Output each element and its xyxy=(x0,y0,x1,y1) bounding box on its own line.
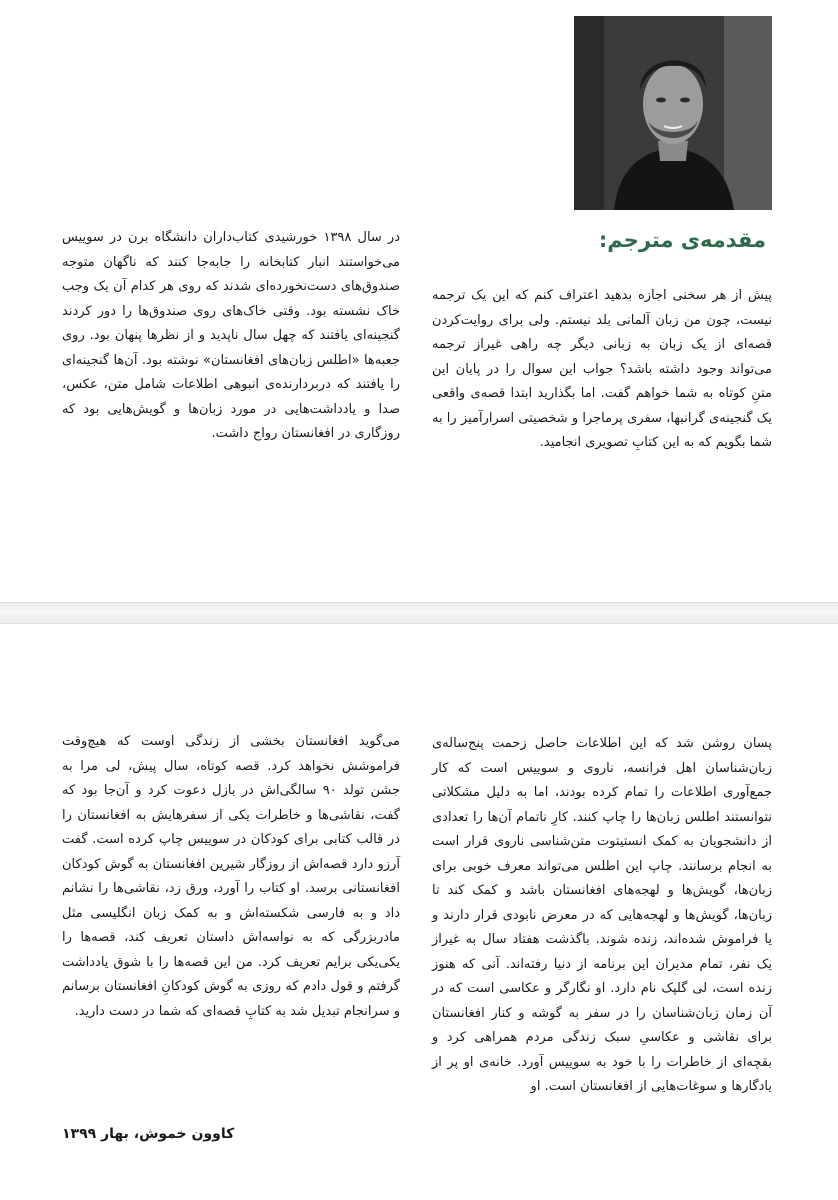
page-title: مقدمه‌ی مترجم: xyxy=(598,228,766,252)
translator-signature: کاوون خموش، بهار ۱۳۹۹ xyxy=(62,1126,235,1142)
body-paragraph-left: می‌گوید افغانستان بخشی از زندگی اوست که هیچ‌وقت فراموشش نخواهد کرد. قصه کوتاه، سال پیش، لی مرا به جشن تولد ۹۰ سالگی‌اش در بازل دعوت کرد و آن‌جا بود که گفت، نقاشی‌ها و خاطرات یکی از سفرهایش به افغانستان را در قالب کتابی برای کودکان در سوییس چاپ کرده است. گفت آرزو دارد قصه‌اش از روزگار شیرین افغانستان به گوش کودکان افغانستانی برسد. او کتاب را آورد، ورق زد، نقاشی‌ها را نشانم داد و به فارسی شکسته‌اش و به کمک زبان انگلیسی مثل مادربزرگی که به نواسه‌اش داستان تعریف کند، قصه‌ها را یکی‌یکی برایم تعریف کرد. من این قصه‌ها را با شوق یادداشت گرفتم و قول دادم که روزی به گوش کودکانِ افغانستان برسانم و سرانجام تبدیل شد به کتابِ قصه‌ای که شما در دست دارید. xyxy=(62,734,400,1019)
page-divider xyxy=(0,602,838,624)
page-bottom xyxy=(0,624,838,1200)
intro-paragraph-left: در سال ۱۳۹۸ خورشیدی کتاب‌داران دانشگاه برن در سوییس می‌خواستند انبار کتابخانه را جابه‌جا کنند که ناگهان متوجه صندوق‌های دست‌نخورده‌ای شدند که روی هر کدام آن یک وجب خاک نشسته بود. وقتی خاک‌های روی صندوق‌ها را دور کردند گنجینه‌ای یافتند که چهل سال ناپدید و از نظرها پنهان بود. روی جعبه‌ها «اطلس زبان‌های افغانستان» نوشته بود. آن‌ها گنجینه‌ای را یافتند که دربردارنده‌ی انبوهی اطلاعات شامل متن، عکس، صدا و یادداشت‌هایی در مورد زبان‌ها و گویش‌هایی بود که روزگاری در افغانستان رواج داشت. xyxy=(62,230,400,441)
portrait-illustration xyxy=(574,16,772,210)
portrait-photo xyxy=(574,16,772,210)
intro-paragraph-right: پیش از هر سخنی اجازه بدهید اعتراف کنم که این یک ترجمه نیست، چون من زبان آلمانی بلد نیستم. ولی برای روایت‌کردن قصه‌ای از یک زبان به زبانی دیگر چه راهی غیراز ترجمه می‌تواند وجود داشته باشد؟ جواب این سوال را در پایان این متنِ کوتاه به شما خواهم گفت. اما بگذارید ابتدا قصه‌ی واقعی یک گنجینه‌ی گرانبها، سفری پرماجرا و شخصیتی اسرارآمیز را به شما بگویم که به این کتابِ تصویری انجامید. xyxy=(432,288,772,450)
body-paragraph-right: پسان روشن شد که این اطلاعات حاصل زحمت پنج‌ساله‌ی زبان‌شناسان اهل فرانسه، ناروی و سوییس است که کار جمع‌آوری اطلاعات را تمام کرده بودند، اما به دلیل مشکلاتی نتوانستند اطلس زبان‌ها را چاپ کنند. کارِ ناتمام آن‌ها را تعدادی از دانشجویان به کمک انستیتوت متن‌شناسی ناروی قرار است به انجام برسانند. چاپ این اطلس می‌تواند معرف خوبی برای زبان‌ها، گویش‌ها و لهجه‌های افغانستان باشد و کمک کند تا زبان‌ها، گویش‌ها و لهجه‌هایی که در معرض نابودی قرار دارند و یا فراموش شده‌اند، زنده شوند. باگذشت هفتاد سال به غیراز یک نفر، تمام مدیران این برنامه از دنیا رفته‌اند. آنی که هنوز زنده است، لی گلپک نام دارد. او نگارگر و عکاسی است که در آن زمان زبان‌شناسان را در سفر به گوشه و کنار افغانستان برای نقاشی و عکاسیِ سبک زندگی مردم همراهی کرد و بقچه‌ای از خاطرات را با خود به سوییس آورد. خانه‌ی او پر از یادگارها و سوغات‌هایی از افغانستان است. او xyxy=(432,736,772,1094)
